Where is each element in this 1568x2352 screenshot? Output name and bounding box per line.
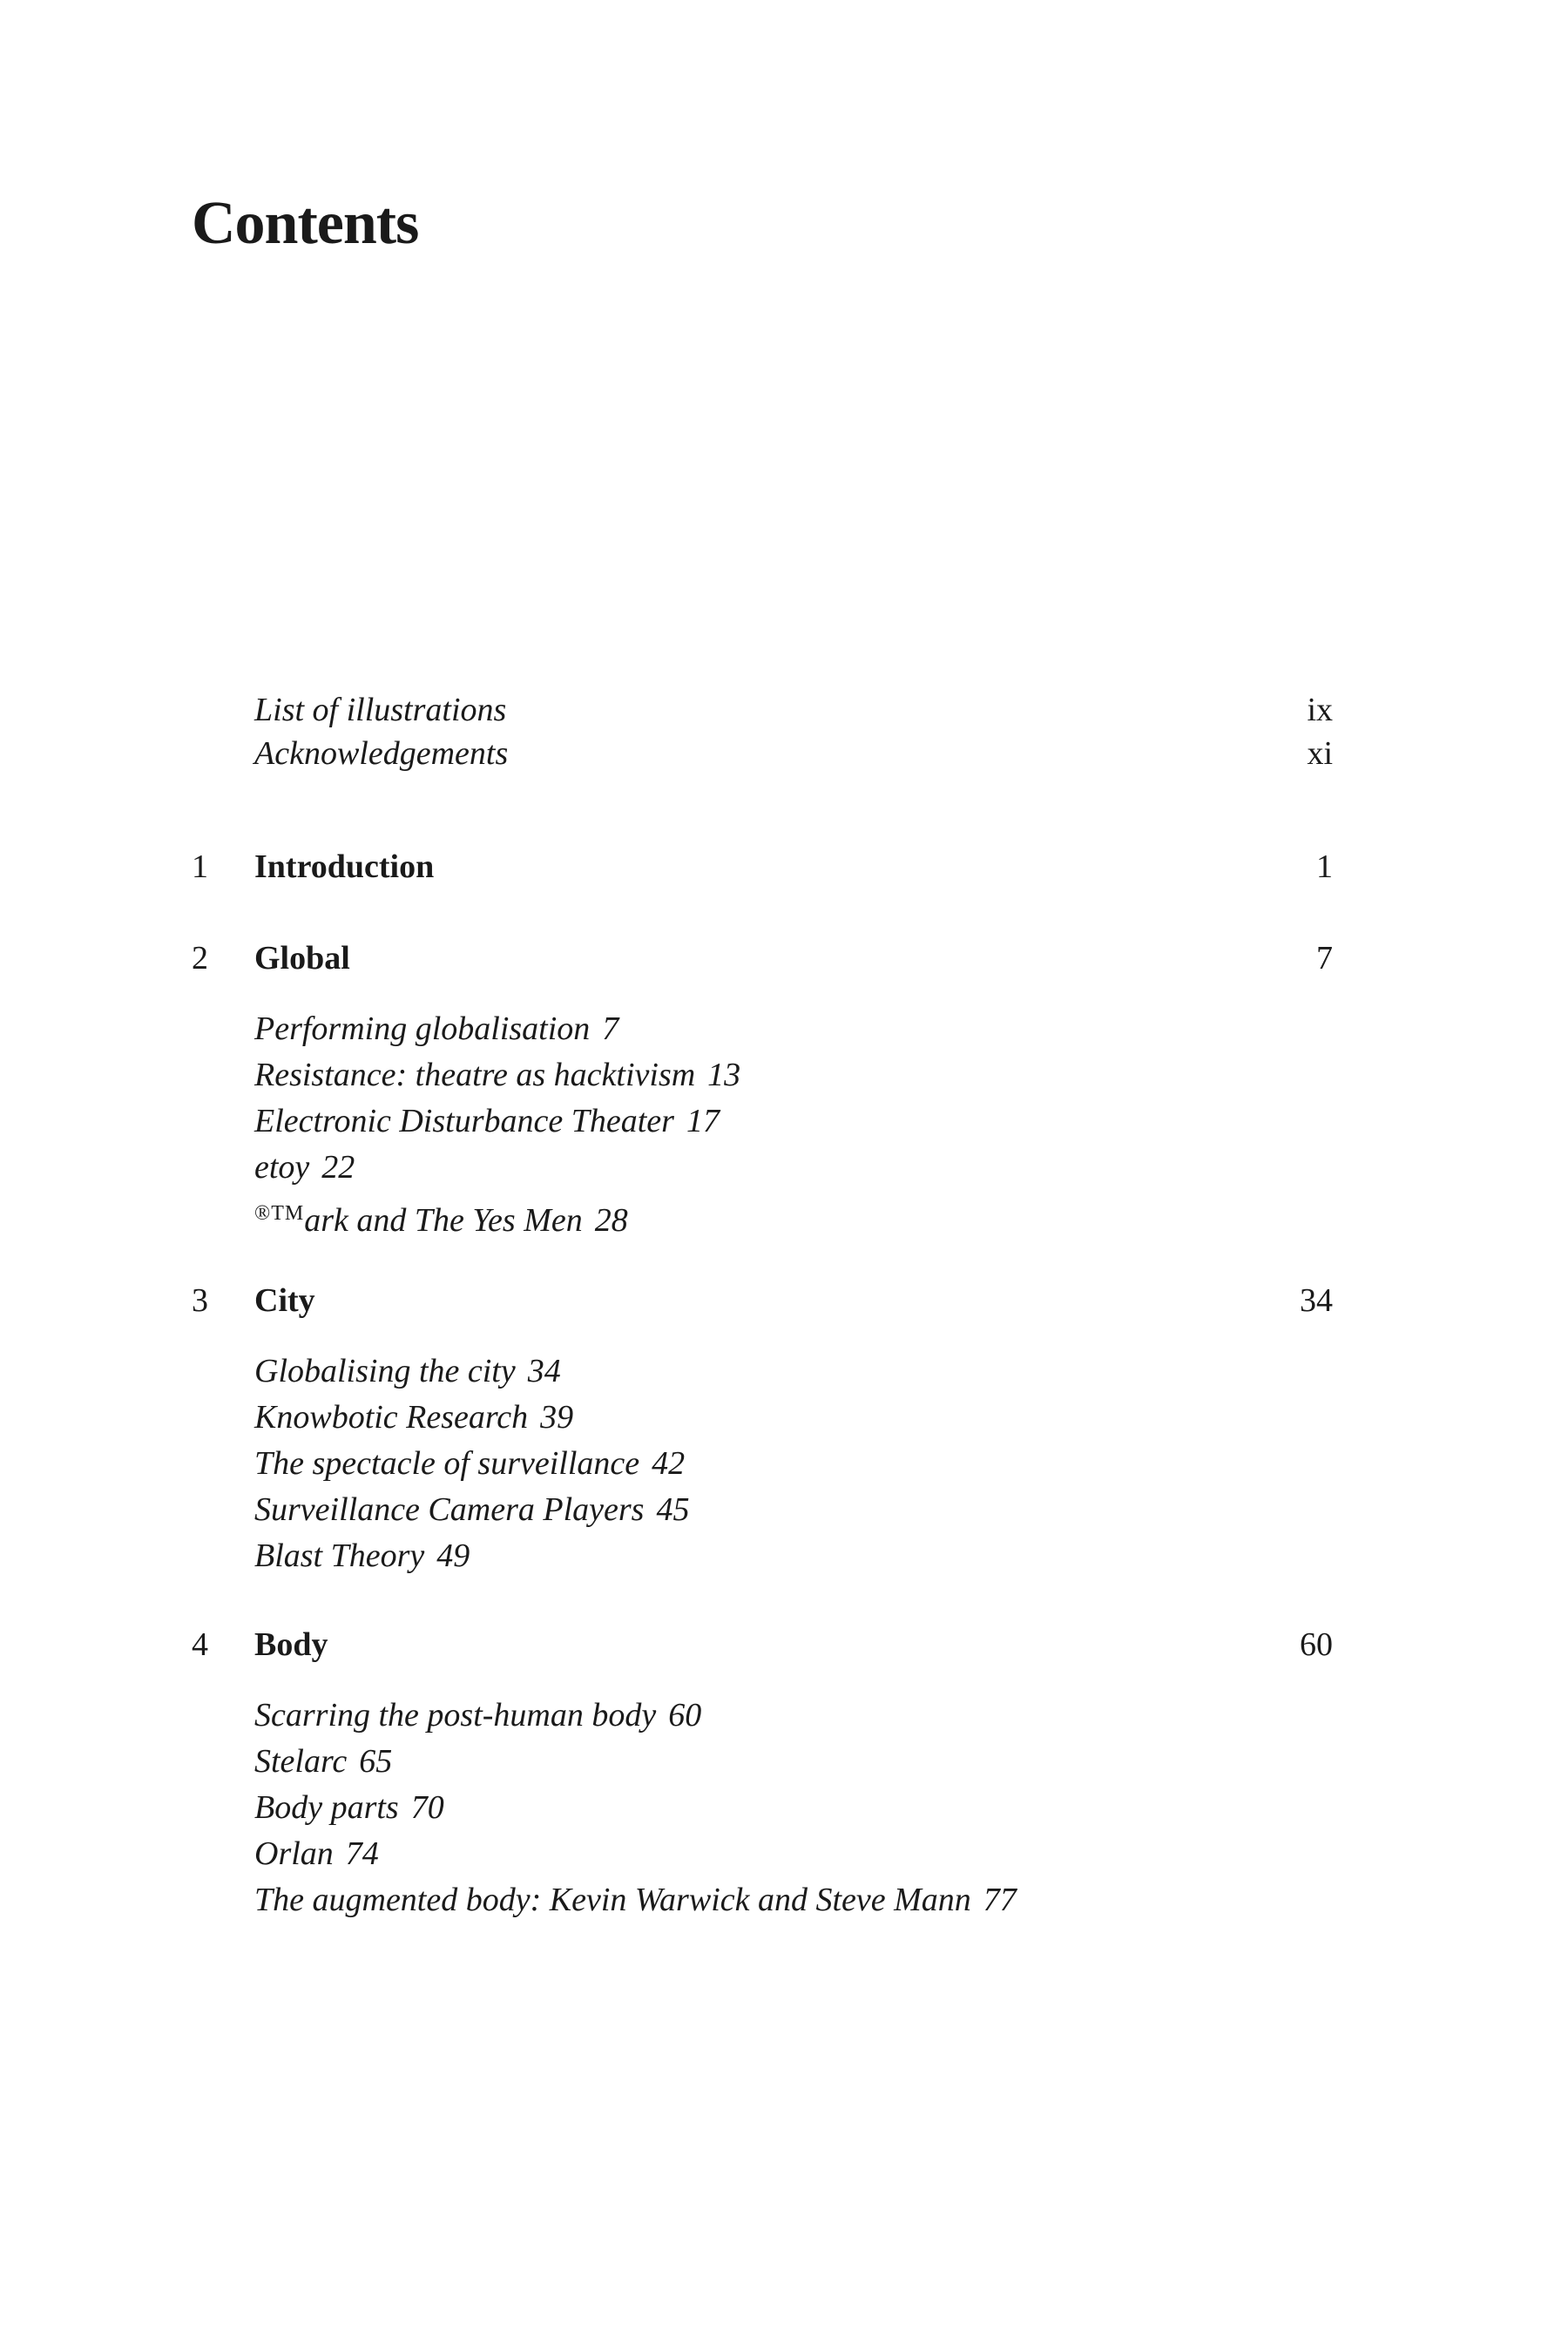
section-item[interactable]: [254, 1441, 689, 1487]
section-label: Globalising the city: [254, 1353, 516, 1389]
chapter-number: 1: [192, 848, 208, 885]
chapter-row[interactable]: [0, 845, 1568, 889]
chapter-number: 4: [192, 1626, 208, 1663]
chapter-page: 34: [1300, 1282, 1333, 1319]
section-item[interactable]: [254, 1533, 689, 1579]
section-page: 45: [656, 1491, 690, 1528]
chapter-page: 60: [1300, 1626, 1333, 1663]
section-label: Stelarc: [254, 1743, 348, 1780]
chapter-page: 1: [1316, 848, 1333, 885]
section-label: ark and The Yes Men: [304, 1202, 583, 1239]
section-label: etoy: [254, 1149, 310, 1186]
front-matter-page: ix: [1307, 692, 1333, 728]
chapter-number: 3: [192, 1282, 208, 1319]
section-item[interactable]: [254, 1395, 689, 1441]
section-item[interactable]: [254, 1145, 740, 1191]
section-page: 70: [410, 1789, 444, 1826]
chapter-title: Introduction: [254, 848, 435, 885]
section-page: 7: [602, 1010, 619, 1047]
front-matter-label: Acknowledgements: [254, 735, 509, 772]
section-label: Surveillance Camera Players: [254, 1491, 645, 1528]
chapter-title: Global: [254, 940, 350, 977]
chapter-row[interactable]: [0, 1623, 1568, 1666]
section-page: 74: [345, 1835, 379, 1872]
section-label: Blast Theory: [254, 1538, 425, 1574]
section-item[interactable]: [254, 1191, 740, 1244]
chapter-title: City: [254, 1282, 315, 1319]
chapter-row[interactable]: [0, 936, 1568, 980]
section-label: Body parts: [254, 1789, 399, 1826]
section-label: The spectacle of surveillance: [254, 1445, 640, 1482]
section-page: 22: [321, 1149, 355, 1186]
section-page: 65: [359, 1743, 393, 1780]
chapter-row[interactable]: [0, 1279, 1568, 1322]
section-item[interactable]: [254, 1348, 689, 1395]
section-page: 28: [594, 1202, 628, 1239]
section-label: Knowbotic Research: [254, 1399, 529, 1436]
section-item[interactable]: [254, 1785, 1017, 1831]
front-matter-label: List of illustrations: [254, 692, 507, 728]
chapter-title: Body: [254, 1626, 328, 1663]
section-label: Resistance: theatre as hacktivism: [254, 1057, 696, 1093]
section-label: The augmented body: Kevin Warwick and Steve Mann: [254, 1882, 971, 1918]
registered-trademark-mark: ®TM: [254, 1202, 305, 1225]
front-matter-row[interactable]: [0, 688, 1568, 732]
section-page: 49: [436, 1538, 470, 1574]
section-label: Performing globalisation: [254, 1010, 591, 1047]
section-item[interactable]: [254, 1487, 689, 1533]
page-title: Contents: [192, 190, 419, 257]
section-label: Electronic Disturbance Theater: [254, 1103, 674, 1139]
section-item[interactable]: [254, 1006, 740, 1052]
section-page: 42: [652, 1445, 686, 1482]
section-item[interactable]: [254, 1052, 740, 1098]
section-label: Orlan: [254, 1835, 334, 1872]
section-item[interactable]: [254, 1098, 740, 1145]
section-item[interactable]: [254, 1877, 1017, 1923]
section-page: 34: [527, 1353, 561, 1389]
section-list: [254, 1006, 740, 1244]
section-page: 60: [668, 1697, 702, 1734]
section-item[interactable]: [254, 1739, 1017, 1785]
front-matter-row[interactable]: [0, 732, 1568, 775]
section-list: [254, 1348, 689, 1579]
chapter-page: 7: [1316, 940, 1333, 977]
section-page: 77: [983, 1882, 1017, 1918]
section-page: 17: [686, 1103, 720, 1139]
section-label: Scarring the post-human body: [254, 1697, 657, 1734]
chapter-number: 2: [192, 940, 208, 977]
section-page: 39: [540, 1399, 574, 1436]
section-item[interactable]: [254, 1831, 1017, 1877]
front-matter-page: xi: [1307, 735, 1333, 772]
section-list: [254, 1693, 1017, 1923]
section-page: 13: [707, 1057, 741, 1093]
section-item[interactable]: [254, 1693, 1017, 1739]
